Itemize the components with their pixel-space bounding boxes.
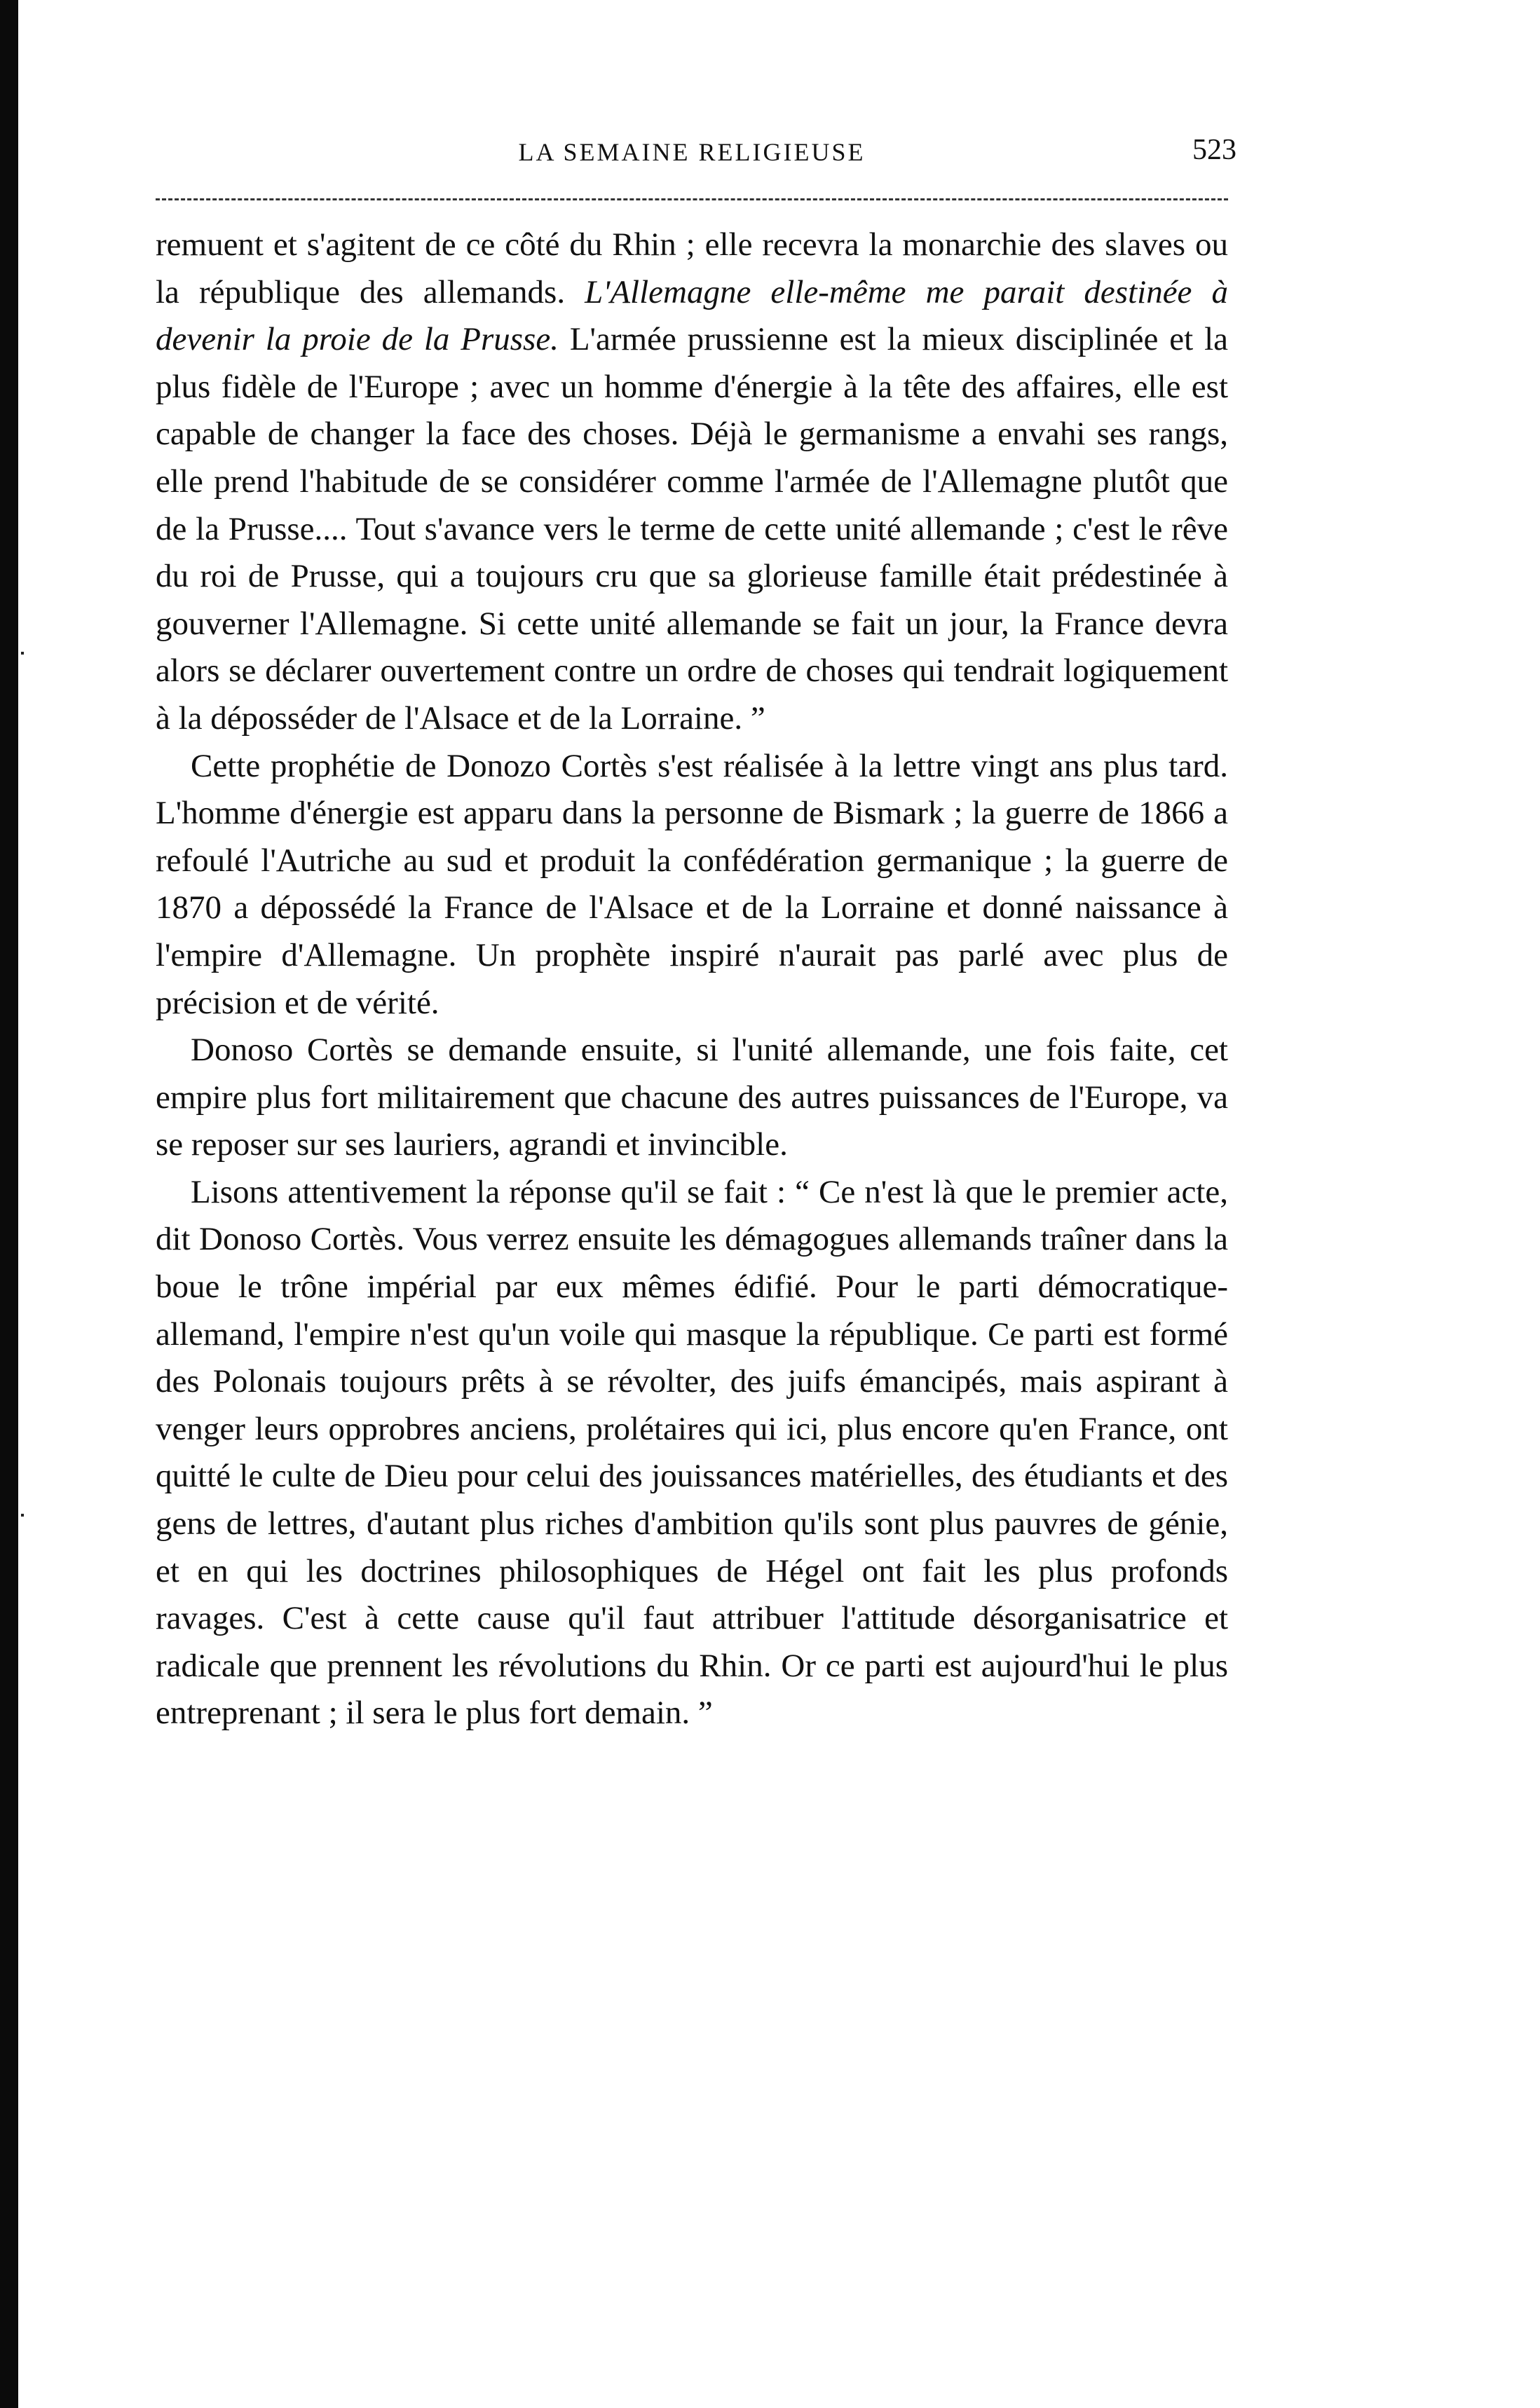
book-page	[156, 0, 1236, 2408]
paragraph	[156, 221, 1228, 743]
header-rule	[156, 198, 1228, 200]
scan-speck	[21, 652, 24, 655]
paragraph	[156, 1169, 1228, 1737]
paragraph-text: remuent et s'agitent de ce côté du Rhin ; elle recevra la monarchie des slaves ou la république des allemands.	[156, 226, 1228, 310]
paragraph-text: Cette prophétie de Donozo Cortès s'est réalisée à la lettre vingt ans plus tard. L'homme d'énergie est apparu dans la personne de Bismark ; la guerre de 1866 a refoulé l'Autriche au sud et produit la confédération germanique ; la guerre de 1870 a dépossédé la France de l'Alsace et de la Lorraine et donné naissance à l'empire d'Allemagne. Un prophète inspiré n'aurait pas parlé avec plus de précision et de vérité.	[156, 747, 1228, 1021]
quoted-italic-text: L'Allemagne elle-même me parait destinée à devenir la proie de la Prusse.	[156, 273, 1228, 358]
paragraph-text: Lisons attentivement la réponse qu'il se fait : “ Ce n'est là que le premier acte, dit Donoso Cortès. Vous verrez ensuite les démagogues allemands traîner dans la boue le trône impérial par eux mêmes édifié. Pour le parti démocratique-allemand, l'empire n'est qu'un voile qui masque la république. Ce parti est formé des Polonais toujours prêts à se révolter, des juifs émancipés, mais aspirant à venger leurs opprobres anciens, prolétaires qui ici, plus encore qu'en France, ont quitté le culte de Dieu pour celui des jouissances matérielles, des étudiants et des gens de lettres, d'autant plus riches d'ambition qu'ils sont plus pauvres de génie, et en qui les doctrines philosophiques de Hégel ont fait les plus profonds ravages. C'est à cette cause qu'il faut attribuer l'attitude désorganisatrice et radicale que prennent les révolutions du Rhin. Or ce parti est aujourd'hui le plus entreprenant ; il sera le plus fort demain. ”	[156, 1173, 1228, 1732]
page-header	[156, 134, 1236, 179]
body-text	[156, 221, 1228, 1737]
paragraph	[156, 1027, 1228, 1169]
running-title: LA SEMAINE RELIGIEUSE	[518, 138, 866, 166]
paragraph-text: Donoso Cortès se demande ensuite, si l'unité allemande, une fois faite, cet empire plus fort militairement que chacune des autres puissances de l'Europe, va se reposer sur ses lauriers, agrandi et invincible.	[156, 1032, 1228, 1163]
scan-speck	[21, 1514, 24, 1517]
page-binding-edge	[0, 0, 18, 2408]
page-number: 523	[1192, 134, 1236, 166]
paragraph-text: L'armée prussienne est la mieux disciplinée et la plus fidèle de l'Europe ; avec un homme d'énergie à la tête des affaires, elle est capable de changer la face des choses. Déjà le germanisme a envahi ses rangs, elle prend l'habitude de se considérer comme l'armée de l'Allemagne plutôt que de la Prusse.... Tout s'avance vers le terme de cette unité allemande ; c'est le rêve du roi de Prusse, qui a toujours cru que sa glorieuse famille était prédestinée à gouverner l'Allemagne. Si cette unité allemande se fait un jour, la France devra alors se déclarer ouvertement contre un ordre de choses qui tendrait logiquement à la déposséder de l'Alsace et de la Lorraine. ”	[156, 321, 1228, 737]
paragraph	[156, 743, 1228, 1027]
